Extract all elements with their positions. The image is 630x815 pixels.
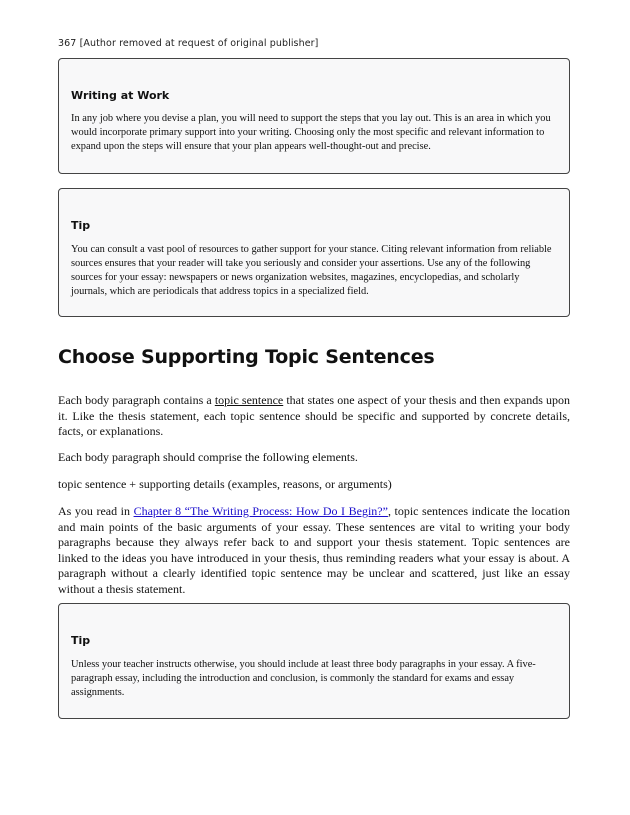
paragraph-elements: Each body paragraph should comprise the following elements.: [58, 450, 358, 464]
writing-at-work-box: [58, 58, 570, 174]
running-header: [58, 38, 319, 49]
tip-text: Unless your teacher instructs otherwise, you should include at least three body paragraphs in your essay. A five-paragraph essay, including the introduction and conclusion, is commonly the standard for exams and essay assignments.: [71, 659, 536, 698]
tip-text: You can consult a vast pool of resources to gather support for your stance. Citing relevant information from reliable sources ensures that your reader will take you seriously and consider your assertions. Use any of the following sources for your essay: newspapers or news organization websites, magazines, encyclopedias, and scholarly journals, which are periodicals that address topics in a specialized field.: [71, 244, 552, 297]
writing-at-work-text: In any job where you devise a plan, you will need to support the steps that you lay out. This is an area in which you would incorporate primary support into your writing. Choosing only the most specific and relevant information to expand upon the steps will ensure that your plan appears well-thought-out and precise.: [71, 113, 551, 152]
tip-box-sources: [58, 188, 570, 317]
tip-title: Tip: [71, 219, 91, 232]
chapter-8-link[interactable]: Chapter 8 “The Writing Process: How Do I Begin?”: [133, 504, 388, 518]
tip-box-paragraph-count: [58, 603, 570, 719]
writing-at-work-title: Writing at Work: [71, 89, 170, 102]
section-heading: Choose Supporting Topic Sentences: [58, 346, 435, 368]
topic-sentence-term[interactable]: topic sentence: [214, 393, 284, 407]
running-title: [Author removed at request of original publisher]: [79, 38, 319, 49]
page-number: 367: [58, 38, 77, 49]
tip-title: Tip: [71, 634, 91, 647]
paragraph-formula: topic sentence + supporting details (examples, reasons, or arguments): [58, 477, 392, 491]
paragraph-chapter-reference: As you read in Chapter 8 “The Writing Process: How Do I Begin?”, topic sentences indicate the location and main points of the basic arguments of your essay. These sentences are vital to writing your body paragraphs because they always refer back to and support your thesis statement. Topic sentences are linked to the ideas you have introduced in your thesis, thus reminding readers what your essay is about. A paragraph without a clearly identified topic sentence may be unclear and scattered, just like an essay without a thesis statement.: [58, 504, 570, 596]
paragraph-topic-sentence: Each body paragraph contains a topic sentence that states one aspect of your thesis and then expands upon it. Like the thesis statement, each topic sentence should be specific and supported by concrete details, facts, or explanations.: [58, 393, 570, 438]
